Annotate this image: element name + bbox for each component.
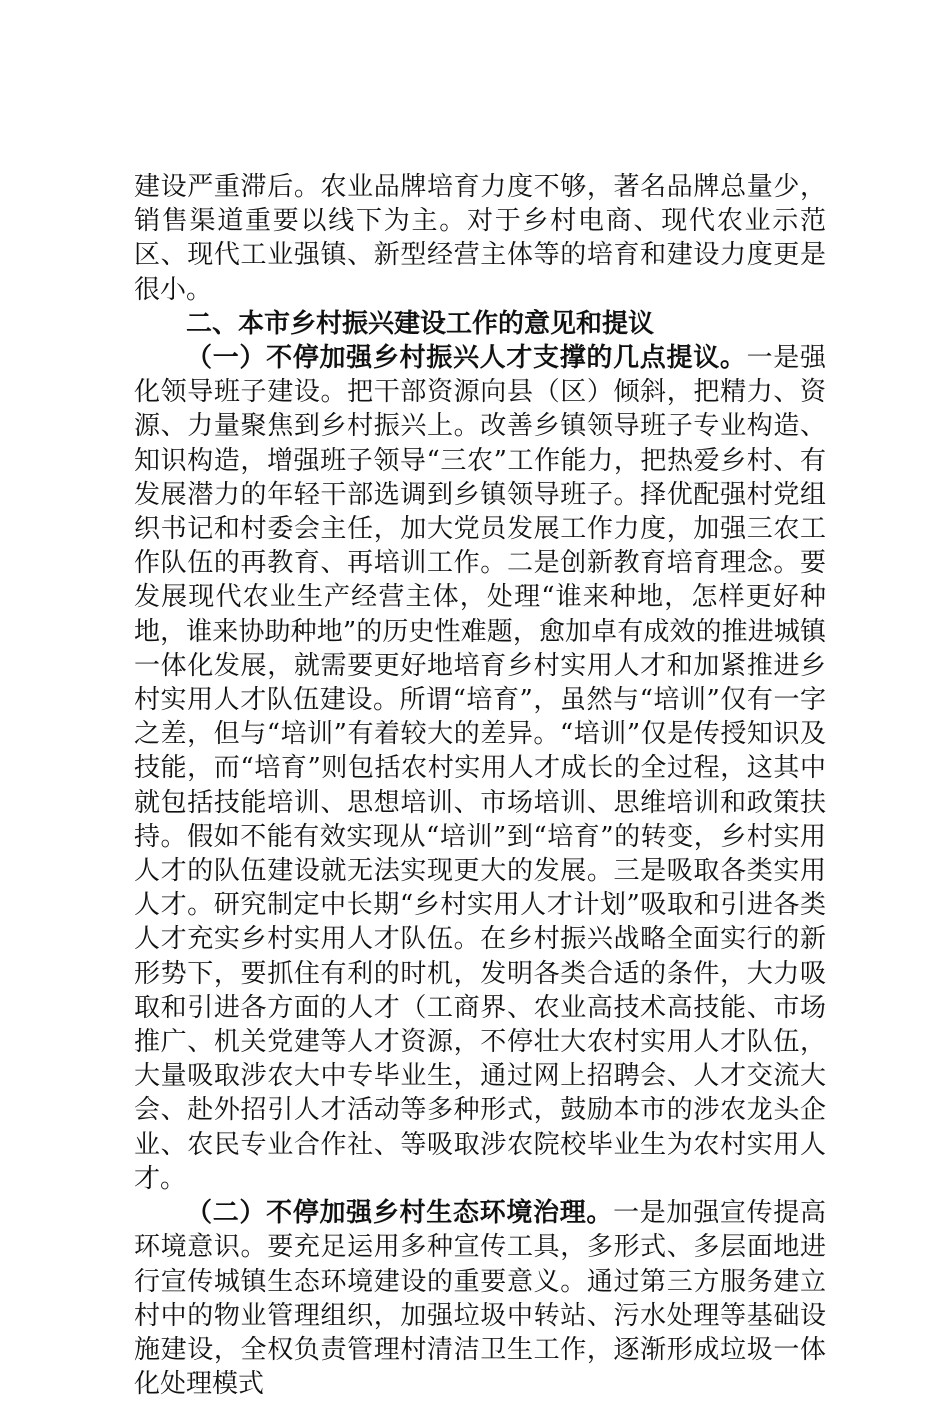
section-heading: 二、本市乡村振兴建设工作的意见和提议: [186, 308, 655, 339]
paragraph-ecology-lead: （二）不停加强乡村生态环境治理。: [186, 1198, 614, 1229]
paragraph-ecology: [134, 1196, 826, 1401]
paragraph-talent: [134, 341, 826, 1196]
paragraph-talent-body: 一是强化领导班子建设。把干部资源向县（区）倾斜，把精力、资源、力量聚焦到乡村振兴上。改善乡镇领导班子专业构造、知识构造，增强班子领导“三农”工作能力，把热爱乡村、有发展潜力的年轻干部选调到乡镇领导班子。择优配强村党组织书记和村委会主任，加大党员发展工作力度，加强三农工作队伍的再教育、再培训工作。二是创新教育培育理念。要发展现代农业生产经营主体，处理“谁来种地，怎样更好种地，谁来协助种地”的历史性难题，愈加卓有成效的推进城镇一体化发展，就需要更好地培育乡村实用人才和加紧推进乡村实用人才队伍建设。所谓“培育”，虽然与“培训”仅有一字之差，但与“培训”有着较大的差异。“培训”仅是传授知识及技能，而“培育”则包括农村实用人才成长的全过程，这其中就包括技能培训、思想培训、市场培训、思维培训和政策扶持。假如不能有效实现从“培训”到“培育”的转变，乡村实用人才的队伍建设就无法实现更大的发展。三是吸取各类实用人才。研究制定中长期“乡村实用人才计划”吸取和引进各类人才充实乡村实用人才队伍。在乡村振兴战略全面实行的新形势下，要抓住有利的时机，发明各类合适的条件，大力吸取和引进各方面的人才（工商界、农业高技术高技能、市场推广、机关党建等人才资源，不停壮大农村实用人才队伍，大量吸取涉农大中专毕业生，通过网上招聘会、人才交流大会、赴外招引人才活动等多种形式，鼓励本市的涉农龙头企业、农民专业合作社、等吸取涉农院校毕业生为农村实用人才。: [134, 343, 826, 1194]
document-page: [134, 170, 826, 1401]
paragraph-intro: 建设严重滞后。农业品牌培育力度不够，著名品牌总量少，销售渠道重要以线下为主。对于乡村电商、现代农业示范区、现代工业强镇、新型经营主体等的培育和建设力度更是很小。: [134, 172, 826, 305]
paragraph-talent-lead: （一）不停加强乡村振兴人才支撑的几点提议。: [186, 343, 747, 374]
paragraph-ecology-body: 一是加强宣传提高环境意识。要充足运用多种宣传工具，多形式、多层面地进行宣传城镇生态环境建设的重要意义。通过第三方服务建立村中的物业管理组织，加强垃圾中转站、污水处理等基础设施建设，全权负责管理村清洁卫生工作，逐渐形成垃圾一体化处理模式: [134, 1198, 826, 1400]
